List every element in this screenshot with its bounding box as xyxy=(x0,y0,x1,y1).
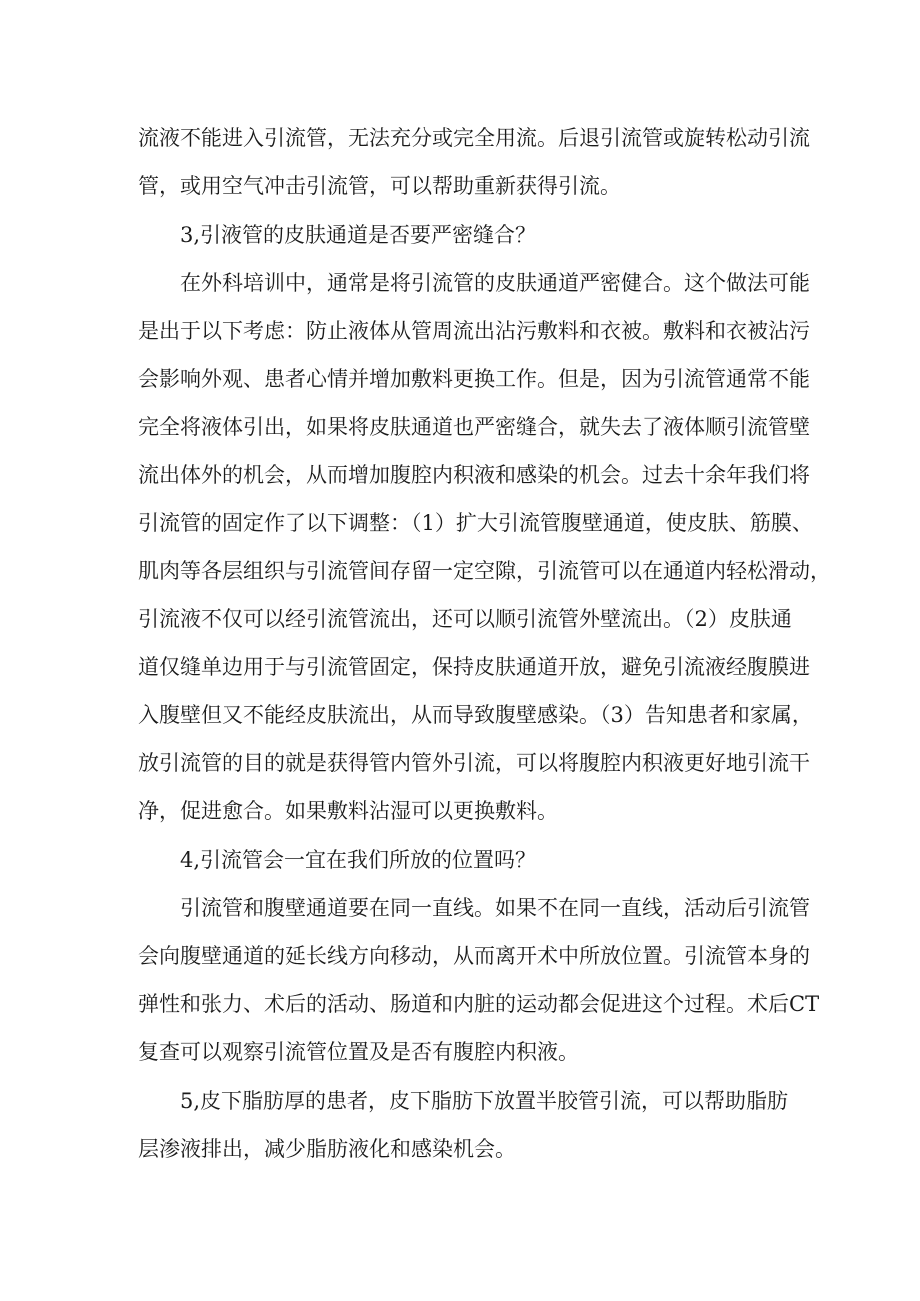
body-text-line: 流出体外的机会，从而增加腹腔内积液和感染的机会。过去十余年我们将 xyxy=(138,463,810,487)
body-text-line: 放引流管的目的就是获得管内管外引流，可以将腹腔内积液更好地引流干 xyxy=(138,751,810,775)
body-text-line: 流液不能进入引流管，无法充分或完全用流。后退引流管或旋转松动引流 xyxy=(138,126,810,150)
body-text-line: 入腹壁但又不能经皮肤流出，从而导致腹壁感染。（3）告知患者和家属， xyxy=(138,703,813,727)
body-text-line: 弹性和张力、术后的活动、肠道和内脏的运动都会促进这个过程。术后CT xyxy=(138,992,820,1016)
body-text-line: 肌肉等各层组织与引流管间存留一定空隙，引流管可以在通道内轻松滑动， xyxy=(138,559,831,583)
section-heading: 3,引液管的皮肤通道是否要严密缝合？ xyxy=(180,223,537,247)
body-text-line: 会影响外观、患者心情并增加敷料更换工作。但是，因为引流管通常不能 xyxy=(138,367,810,391)
body-text-line: 完全将液体引出，如果将皮肤通道也严密缝合，就失去了液体顺引流管壁 xyxy=(138,415,810,439)
body-text-line: 引流管的固定作了以下调整：（1）扩大引流管腹壁通道，使皮肤、筋膜、 xyxy=(138,511,813,535)
body-text-line: 复查可以观察引流管位置及是否有腹腔内积液。 xyxy=(138,1040,579,1064)
body-text-line: 在外科培训中，通常是将引流管的皮肤通道严密健合。这个做法可能 xyxy=(180,271,810,295)
body-text-line: 引流液不仅可以经引流管流出，还可以顺引流管外壁流出。（2）皮肤通 xyxy=(138,607,792,631)
section-heading: 4,引流管会一宜在我们所放的位置吗？ xyxy=(180,848,537,872)
body-text-line: 会向腹壁通道的延长线方向移动，从而离开术中所放位置。引流管本身的 xyxy=(138,944,810,968)
section-heading: 5,皮下脂肪厚的患者，皮下脂肪下放置半胶管引流，可以帮助脂肪 xyxy=(180,1089,789,1113)
body-text-line: 引流管和腹壁通道要在同一直线。如果不在同一直线，活动后引流管 xyxy=(180,896,810,920)
body-text-line: 层渗液排出，减少脂肪液化和感染机会。 xyxy=(138,1137,516,1161)
body-text-line: 管，或用空气冲击引流管，可以帮助重新获得引流。 xyxy=(138,174,621,198)
body-text-line: 道仅缝单边用于与引流管固定，保持皮肤通道开放，避免引流液经腹膜进 xyxy=(138,655,810,679)
body-text-line: 是出于以下考虑：防止液体从管周流出沾污敷料和衣被。敷料和衣被沾污 xyxy=(138,319,810,343)
body-text-line: 净，促进愈合。如果敷料沾湿可以更换敷料。 xyxy=(138,799,558,823)
